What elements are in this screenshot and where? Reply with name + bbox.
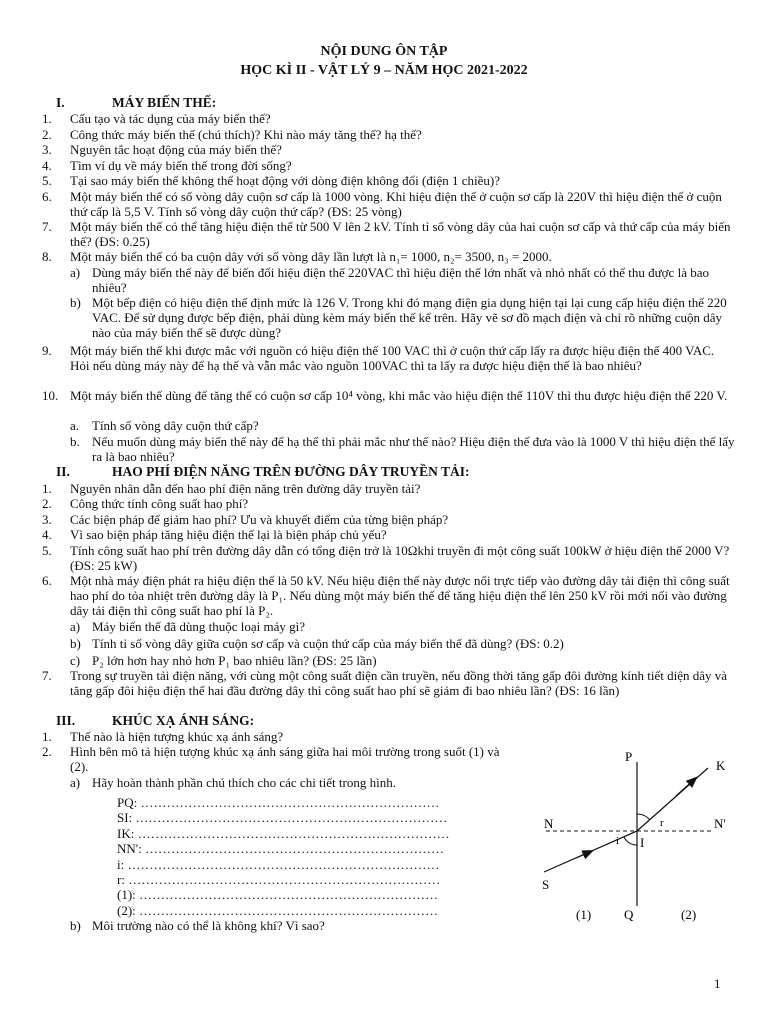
- fill-line: IK: ………………………………………………………………: [117, 826, 450, 841]
- list-item: 9. Một máy biến thế khi được mắc với nguồn có hiệu điện thế 100 VAC thì ở cuộn thứ cấp lấy ra được hiệu điện thế 400 VAC. Hỏi nếu dùng máy này để hạ thế và vẫn mắc vào nguồn 100VAC thì ta lấy ra được hiệu điện thế là bao nhiêu?: [42, 343, 715, 373]
- label-q: Q: [624, 907, 634, 922]
- sub-item: a. Tính số vòng dây cuộn thứ cấp?: [70, 418, 259, 433]
- doc-subtitle: HỌC KÌ II - VẬT LÝ 9 – NĂM HỌC 2021-2022: [240, 63, 528, 78]
- sub-item: c) P₂ lớn hơn hay nhỏ hơn P₁ bao nhiêu lần? (ĐS: 25 lần): [70, 653, 377, 668]
- page-number: 1: [714, 976, 721, 991]
- label-p: P: [625, 749, 633, 764]
- refracted-ray: [637, 768, 708, 831]
- list-item: 3. Nguyên tắc hoạt động của máy biến thế?: [42, 142, 282, 157]
- section-heading: II. HAO PHÍ ĐIỆN NĂNG TRÊN ĐƯỜNG DÂY TRUYỀN TẢI:: [56, 464, 470, 479]
- list-item: 1. Nguyên nhân dẫn đến hao phí điện năng trên đường dây truyền tải?: [42, 481, 421, 496]
- sub-item: a) Dùng máy biến thế này để biến đổi hiệu điện thế 220VAC thì hiệu điện thế lớn nhất và nhỏ nhất có thể thu được là bao nhiêu?: [70, 265, 709, 295]
- list-item: 6. Một nhà máy điện phát ra hiệu điện thế là 50 kV. Nếu hiệu điện thế này được nối trực tiếp vào đường dây tải điện thì công suất hao phí do tỏa nhiệt trên đường dây là P₁. Nếu dùng một máy biến thế để tăng hiệu điện thế lên 250 kV rồi mới nối vào đường dây tải điện thì công suất hao phí là P₂.: [42, 573, 730, 618]
- label-n-prime: N': [714, 816, 726, 831]
- doc-title: NỘI DUNG ÔN TẬP: [320, 44, 448, 59]
- fill-line: (1): ……………………………………………………………: [117, 887, 439, 902]
- sub-item: b) Tính tỉ số vòng dây giữa cuộn sơ cấp và cuộn thứ cấp của máy biến thế đã dùng? (ĐS: 0.2): [70, 636, 564, 651]
- label-s: S: [542, 877, 550, 892]
- sub-item: a) Máy biến thế đã dùng thuộc loại máy gì?: [70, 619, 306, 634]
- list-item: 4. Tìm ví dụ về máy biến thế trong đời sống?: [42, 158, 292, 173]
- sub-item: b) Một bếp điện có hiệu điện thế định mức là 126 V. Trong khi đó mạng điện gia dụng hiện tại lại cung cấp hiệu điện thế 220 VAC. Để sử dụng được bếp điện, phải dùng kèm máy biến thế kể trên. Hãy vẽ sơ đồ mạch điện và chỉ rõ những cuộn dây nào của máy biến thế sẽ được dùng?: [70, 295, 727, 340]
- label-point-i: I: [640, 835, 645, 850]
- list-item: 2. Hình bên mô tả hiện tượng khúc xạ ánh sáng giữa hai môi trường trong suốt (1) và (2).: [42, 744, 500, 774]
- fill-line: (2): ……………………………………………………………: [117, 903, 439, 918]
- list-item: 7. Một máy biến thế có thể tăng hiệu điện thế từ 500 V lên 2 kV. Tính tỉ số vòng dây của hai cuộn sơ cấp và thứ cấp của máy biến thế? (ĐS: 0.25): [42, 219, 731, 249]
- label-k: K: [716, 758, 726, 773]
- list-item: 3. Các biện pháp để giảm hao phí? Ưu và khuyết điểm của từng biện pháp?: [42, 512, 449, 527]
- section-heading: I. MÁY BIẾN THẾ:: [56, 95, 217, 110]
- fill-line: SI: ………………………………………………………………: [117, 810, 448, 825]
- label-n: N: [544, 816, 554, 831]
- list-item: 2. Công thức tính công suất hao phí?: [42, 496, 249, 511]
- list-item: 2. Công thức máy biến thế (chú thích)? Khi nào máy tăng thế? hạ thế?: [42, 127, 422, 142]
- angle-i-arc: [624, 837, 637, 845]
- list-item: 5. Tính công suất hao phí trên đường dây dẫn có tổng điện trở là 10Ωkhi truyền đi một công suất 100kW ở hiệu điện thế 2000 V? (ĐS: 25 kW): [42, 543, 730, 573]
- list-item: 1. Cấu tạo và tác dụng của máy biến thế?: [42, 111, 271, 126]
- fill-line: PQ: ……………………………………………………………: [117, 795, 440, 810]
- fill-line: NN': ……………………………………………………………: [117, 841, 444, 856]
- list-item: 8. Một máy biến thế có ba cuộn dây với số vòng dây lần lượt là n₁= 1000, n₂= 3500, n₃ = 2000.: [42, 249, 552, 264]
- sub-item: b. Nếu muốn dùng máy biến thế này để hạ thế thì phải mắc như thế nào? Hiệu điện thế đưa vào là 1000 V thì hiệu điện thế lấy ra là bao nhiêu?: [70, 434, 735, 464]
- fill-line: r: ………………………………………………………………: [117, 872, 441, 887]
- label-medium-2: (2): [681, 907, 697, 922]
- list-item: 6. Một máy biến thế có số vòng dây cuộn sơ cấp là 1000 vòng. Khi hiệu điện thế ở cuộn sơ cấp là 220V thì hiệu điện thế ở cuộn thứ cấp là 5,5 V. Tính số vòng dây cuộn thứ cấp? (ĐS: 25 vòng): [42, 189, 722, 219]
- label-r: r: [660, 817, 664, 829]
- list-item: 1. Thế nào là hiện tượng khúc xạ ánh sáng?: [42, 729, 284, 744]
- refracted-arrow: [676, 778, 696, 796]
- label-medium-1: (1): [576, 907, 592, 922]
- section-heading: III. KHÚC XẠ ÁNH SÁNG:: [56, 713, 255, 728]
- sub-item: a) Hãy hoàn thành phần chú thích cho các chi tiết trong hình.: [70, 775, 396, 790]
- sub-item: b) Môi trường nào có thể là không khí? Vì sao?: [70, 918, 325, 933]
- list-item: 4. Vì sao biện pháp tăng hiệu điện thế lại là biện pháp chủ yếu?: [42, 527, 387, 542]
- list-item: 7. Trong sự truyền tải điện năng, với cùng một công suất điện cần truyền, nếu đồng thời tăng gấp đôi đường kính tiết diện dây và tăng gấp đôi hiệu điện thế hai đầu đường dây thì công suất hao phí sẽ giảm đi bao nhiêu lần? (ĐS: 16 lần): [42, 668, 728, 698]
- list-item: 10. Một máy biến thế dùng để tăng thế có cuộn sơ cấp 10⁴ vòng, khi mắc vào hiệu điện thế 110V thì thu được hiệu điện thế 220 V.: [42, 388, 728, 403]
- incident-arrow: [576, 851, 592, 858]
- refraction-diagram: [536, 744, 746, 934]
- label-i: i: [616, 835, 620, 847]
- fill-line: i: ………………………………………………………………: [117, 857, 440, 872]
- angle-r-arc: [637, 814, 650, 820]
- list-item: 5. Tại sao máy biến thế không thể hoạt động với dòng điện không đổi (điện 1 chiều)?: [42, 173, 501, 188]
